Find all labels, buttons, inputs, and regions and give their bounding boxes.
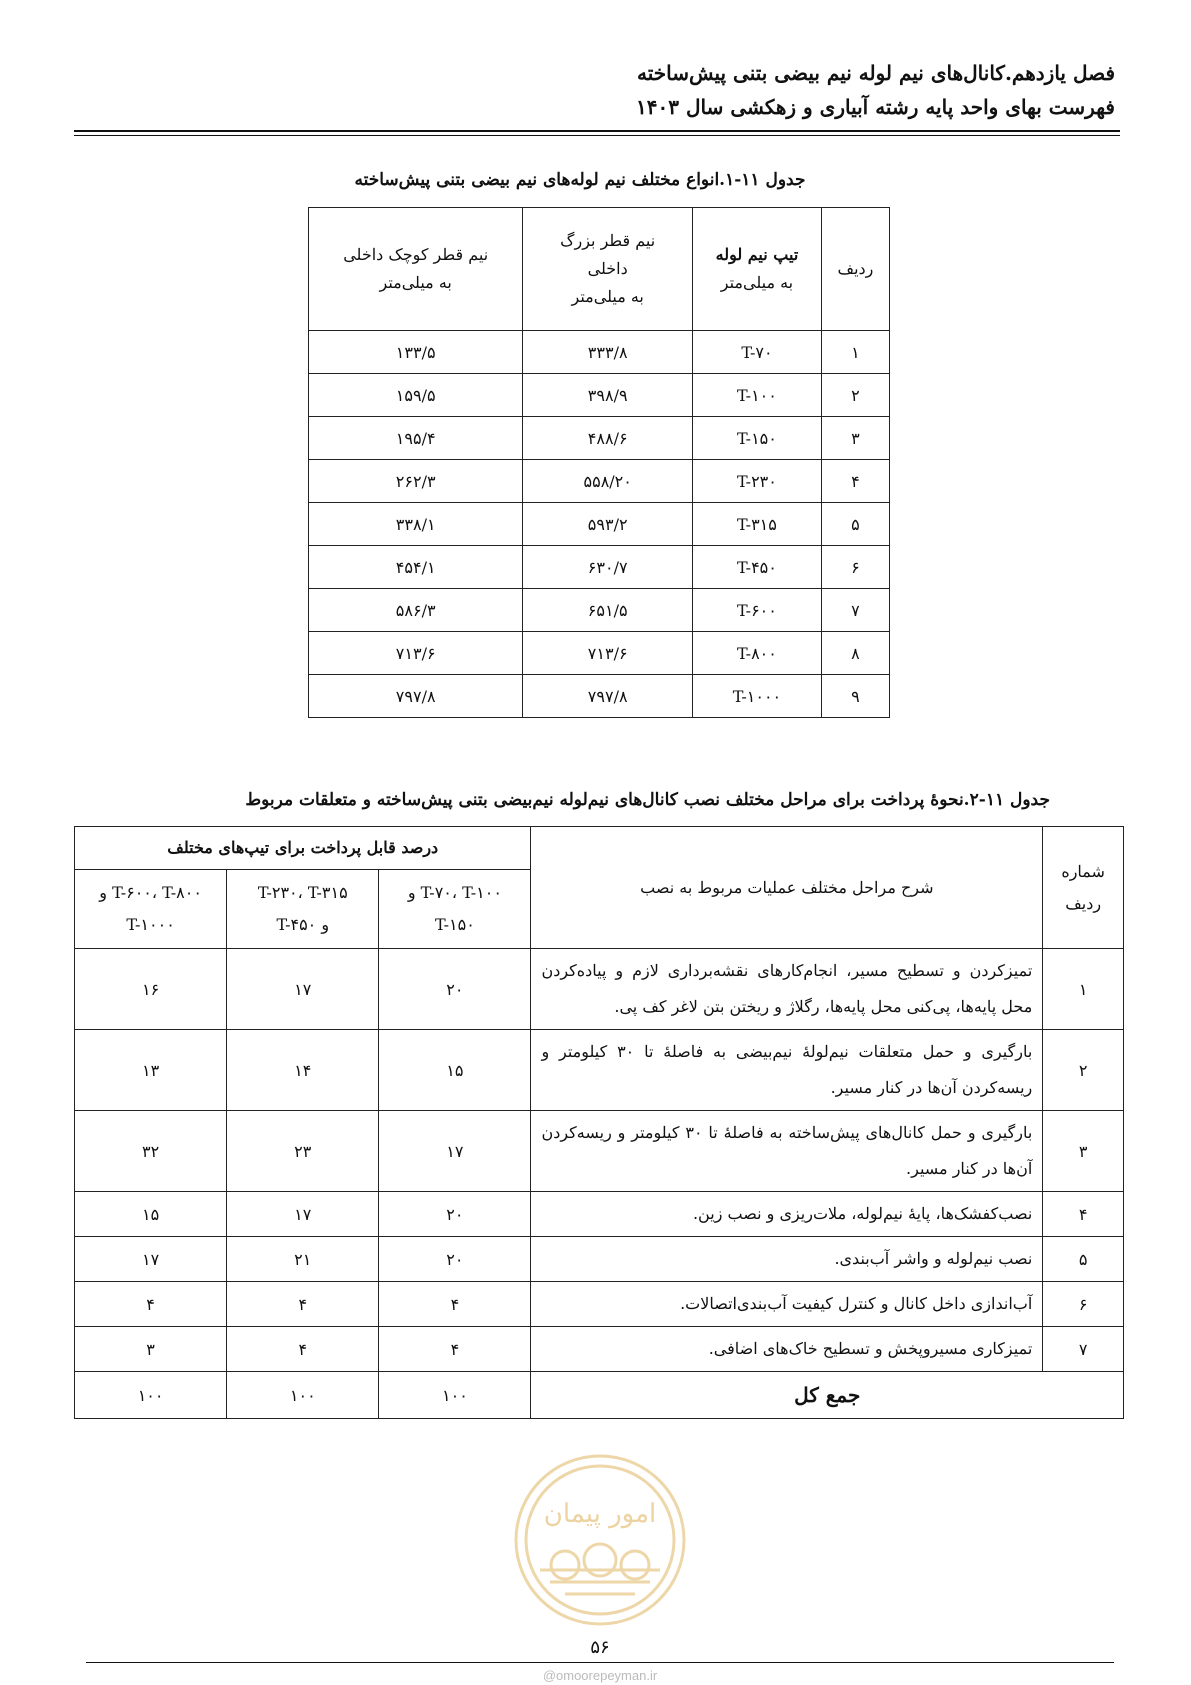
header-col-c-l2: T-۱۰۰۰ — [126, 915, 175, 934]
cell-row: ۶ — [821, 546, 889, 589]
cell-type: T-۱۵۰ — [693, 417, 822, 460]
pipe-types-table — [308, 207, 890, 718]
cell-desc: تمیزکردن و تسطیح مسیر، انجام‌کارهای نقشه‌برداری لازم و پیاده‌کردن محل پایه‌ها، پی‌کنی محل پایه‌ها، رگلاژ و ریختن بتن لاغر کف پی. — [531, 949, 1043, 1030]
total-c: ۱۰۰ — [75, 1372, 227, 1419]
header-col-c-l1: T-۶۰۰، T-۸۰۰ و — [99, 883, 202, 902]
cell-type: T-۶۰۰ — [693, 589, 822, 632]
cell-type: T-۸۰۰ — [693, 632, 822, 675]
table-row — [75, 1192, 1124, 1237]
cell-large: ۶۳۰/۷ — [523, 546, 693, 589]
cell-row: ۶ — [1043, 1282, 1124, 1327]
header-col-c — [75, 870, 227, 949]
cell-row: ۱ — [1043, 949, 1124, 1030]
cell-small: ۵۸۶/۳ — [309, 589, 523, 632]
header-pipe-type-unit: به میلی‌متر — [720, 273, 794, 292]
cell-row: ۴ — [821, 460, 889, 503]
table-row — [309, 460, 890, 503]
cell-c: ۱۷ — [75, 1237, 227, 1282]
chapter-title: فصل یازدهم.کانال‌های نیم لوله نیم بیضی بتنی پیش‌ساخته — [637, 61, 1115, 85]
cell-small: ۳۳۸/۱ — [309, 503, 523, 546]
header-col-b-l2: و T-۴۵۰ — [276, 915, 330, 934]
cell-row: ۷ — [1043, 1327, 1124, 1372]
site-link[interactable]: @omoorepeyman.ir — [542, 1668, 658, 1683]
table2-caption: جدول ۱۱-۲.نحوهٔ پرداخت برای مراحل مختلف نصب کانال‌های نیم‌لوله نیم‌بیضی بتنی پیش‌ساخته و متعلقات مربوط — [245, 790, 1050, 810]
table-row — [309, 374, 890, 417]
table-header-row — [309, 208, 890, 331]
table1-caption: جدول ۱۱-۱.انواع مختلف نیم لوله‌های نیم بیضی بتنی پیش‌ساخته — [354, 170, 806, 190]
header-large-radius-l2: داخلی — [587, 259, 628, 278]
cell-c: ۴ — [75, 1282, 227, 1327]
cell-small: ۲۶۲/۳ — [309, 460, 523, 503]
table-row — [309, 675, 890, 718]
cell-a: ۱۵ — [379, 1030, 531, 1111]
header-rule-thick — [74, 130, 1120, 132]
table-row — [309, 589, 890, 632]
cell-row: ۹ — [821, 675, 889, 718]
cell-b: ۲۱ — [227, 1237, 379, 1282]
table-row — [75, 1030, 1124, 1111]
header-small-radius-l2: به میلی‌متر — [379, 273, 452, 292]
header-row-number — [1043, 827, 1124, 949]
table-row — [75, 949, 1124, 1030]
cell-row: ۲ — [821, 374, 889, 417]
cell-desc: بارگیری و حمل متعلقات نیم‌لولهٔ نیم‌بیضی به فاصلهٔ تا ۳۰ کیلومتر و ریسه‌کردن آن‌ها در کنار مسیر. — [531, 1030, 1043, 1111]
cell-type: T-۷۰ — [693, 331, 822, 374]
cell-small: ۷۱۳/۶ — [309, 632, 523, 675]
cell-type: T-۲۳۰ — [693, 460, 822, 503]
total-row — [75, 1372, 1124, 1419]
cell-small: ۷۹۷/۸ — [309, 675, 523, 718]
table-row — [75, 1327, 1124, 1372]
cell-b: ۱۴ — [227, 1030, 379, 1111]
cell-row: ۸ — [821, 632, 889, 675]
cell-c: ۳۲ — [75, 1111, 227, 1192]
watermark-text: امور پیمان — [543, 1499, 657, 1529]
payment-stages-table — [74, 826, 1124, 1419]
footer-rule — [86, 1662, 1114, 1663]
cell-type: T-۱۰۰ — [693, 374, 822, 417]
header-large-radius-l3: به میلی‌متر — [571, 287, 644, 306]
cell-large: ۴۸۸/۶ — [523, 417, 693, 460]
cell-c: ۳ — [75, 1327, 227, 1372]
table-row — [309, 632, 890, 675]
cell-row: ۵ — [821, 503, 889, 546]
header-row-number-l2: ردیف — [1065, 893, 1102, 913]
cell-desc: آب‌اندازی داخل کانال و کنترل کیفیت آب‌بندی‌اتصالات. — [531, 1282, 1043, 1327]
header-pipe-type — [693, 208, 822, 331]
cell-a: ۲۰ — [379, 1237, 531, 1282]
table-row — [75, 1237, 1124, 1282]
cell-large: ۷۱۳/۶ — [523, 632, 693, 675]
cell-a: ۱۷ — [379, 1111, 531, 1192]
total-a: ۱۰۰ — [379, 1372, 531, 1419]
total-b: ۱۰۰ — [227, 1372, 379, 1419]
cell-row: ۳ — [1043, 1111, 1124, 1192]
header-large-radius — [523, 208, 693, 331]
cell-a: ۴ — [379, 1282, 531, 1327]
cell-large: ۶۵۱/۵ — [523, 589, 693, 632]
cell-desc: نصب نیم‌لوله و واشر آب‌بندی. — [531, 1237, 1043, 1282]
cell-desc: تمیزکاری مسیروپخش و تسطیح خاک‌های اضافی. — [531, 1327, 1043, 1372]
header-large-radius-l1: نیم قطر بزرگ — [560, 231, 656, 250]
cell-b: ۱۷ — [227, 949, 379, 1030]
table-row — [309, 331, 890, 374]
table-row — [309, 546, 890, 589]
header-percent-group: درصد قابل پرداخت برای تیپ‌های مختلف — [75, 827, 531, 870]
cell-row: ۴ — [1043, 1192, 1124, 1237]
header-col-a-l2: T-۱۵۰ — [434, 915, 475, 934]
cell-b: ۴ — [227, 1282, 379, 1327]
table-row — [309, 503, 890, 546]
cell-small: ۱۳۳/۵ — [309, 331, 523, 374]
cell-a: ۲۰ — [379, 949, 531, 1030]
cell-b: ۴ — [227, 1327, 379, 1372]
cell-b: ۲۳ — [227, 1111, 379, 1192]
cell-desc: نصب‌کفشک‌ها، پایهٔ نیم‌لوله، ملات‌ریزی و نصب زین. — [531, 1192, 1043, 1237]
header-description: شرح مراحل مختلف عملیات مربوط به نصب — [531, 827, 1043, 949]
table-header-row — [75, 827, 1124, 870]
cell-b: ۱۷ — [227, 1192, 379, 1237]
page-header — [85, 56, 1115, 124]
cell-desc: بارگیری و حمل کانال‌های پیش‌ساخته به فاصلهٔ تا ۳۰ کیلومتر و ریسه‌کردن آن‌ها در کنار مسیر. — [531, 1111, 1043, 1192]
cell-a: ۴ — [379, 1327, 531, 1372]
header-col-a — [379, 870, 531, 949]
cell-large: ۷۹۷/۸ — [523, 675, 693, 718]
header-col-b — [227, 870, 379, 949]
header-col-b-l1: T-۲۳۰، T-۳۱۵ — [257, 883, 348, 902]
watermark-seal-icon — [510, 1450, 690, 1630]
header-rule-thin — [74, 135, 1120, 136]
header-col-a-l1: T-۷۰، T-۱۰۰ و — [407, 883, 502, 902]
cell-row: ۲ — [1043, 1030, 1124, 1111]
cell-small: ۴۵۴/۱ — [309, 546, 523, 589]
cell-type: T-۱۰۰۰ — [693, 675, 822, 718]
header-small-radius-l1: نیم قطر کوچک داخلی — [343, 245, 489, 264]
header-row-number-l1: شماره — [1061, 861, 1105, 881]
header-row-number: ردیف — [821, 208, 889, 331]
cell-large: ۳۹۸/۹ — [523, 374, 693, 417]
header-pipe-type-label: تیپ نیم لوله — [715, 245, 799, 264]
document-title: فهرست بهای واحد پایه رشته آبیاری و زهکشی سال ۱۴۰۳ — [636, 95, 1115, 119]
cell-type: T-۳۱۵ — [693, 503, 822, 546]
page-number: ۵۶ — [590, 1637, 610, 1658]
cell-small: ۱۵۹/۵ — [309, 374, 523, 417]
cell-type: T-۴۵۰ — [693, 546, 822, 589]
cell-row: ۵ — [1043, 1237, 1124, 1282]
cell-row: ۱ — [821, 331, 889, 374]
cell-small: ۱۹۵/۴ — [309, 417, 523, 460]
cell-large: ۵۵۸/۲۰ — [523, 460, 693, 503]
cell-row: ۳ — [821, 417, 889, 460]
cell-row: ۷ — [821, 589, 889, 632]
cell-c: ۱۵ — [75, 1192, 227, 1237]
total-label: جمع کل — [531, 1372, 1124, 1419]
table-row — [75, 1282, 1124, 1327]
cell-c: ۱۳ — [75, 1030, 227, 1111]
header-small-radius — [309, 208, 523, 331]
cell-large: ۳۳۳/۸ — [523, 331, 693, 374]
table-row — [75, 1111, 1124, 1192]
table-row — [309, 417, 890, 460]
cell-large: ۵۹۳/۲ — [523, 503, 693, 546]
cell-c: ۱۶ — [75, 949, 227, 1030]
cell-a: ۲۰ — [379, 1192, 531, 1237]
